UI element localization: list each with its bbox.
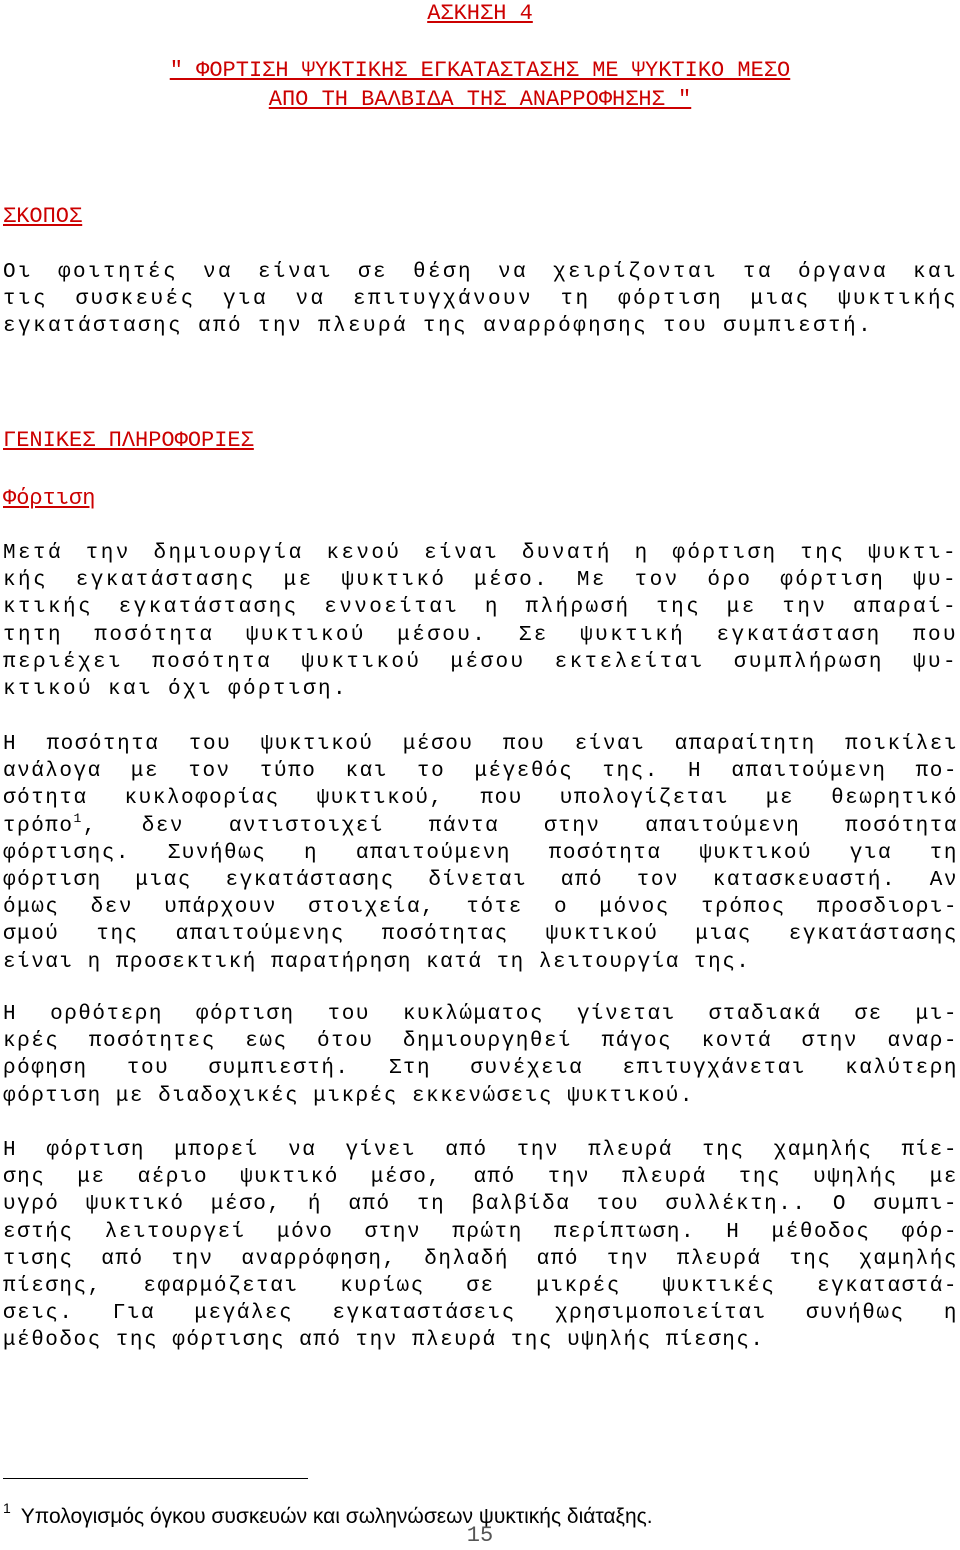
paragraph-1 <box>3 540 958 703</box>
text-line: σότητα κυκλοφορίας ψυκτικού, που υπολογίζεται με θεωρητικό <box>3 787 958 811</box>
paragraph-3 <box>3 1001 958 1110</box>
text-line: φόρτιση μιας εγκατάστασης δίνεται από τον κατασκευαστή. Αν <box>3 869 958 893</box>
exercise-number: ΑΣΚΗΣΗ 4 <box>427 1 533 26</box>
text-line: φόρτιση με διαδοχικές μικρές εκκενώσεις ψυκτικού. <box>3 1084 695 1108</box>
text-line: σης με αέριο ψυκτικό μέσο, από την πλευρά της υψηλής με <box>3 1166 958 1190</box>
reference-word: τρόπο <box>3 814 74 838</box>
charging-subheading: Φόρτιση <box>3 486 96 511</box>
title-line-1: " ΦΟΡΤΙΣΗ ΨΥΚΤΙΚΗΣ ΕΓΚΑΤΑΣΤΑΣΗΣ ΜΕ ΨΥΚΤΙΚΟ ΜΕΣΟ <box>169 58 791 83</box>
text-line: κτικής εγκατάστασης εννοείται η πλήρωσή της με την απαραί- <box>3 596 958 620</box>
reference-continuation: , δεν αντιστοιχεί πάντα στην απαιτούμενη ποσότητα <box>82 814 958 838</box>
title-line-2: ΑΠΟ ΤΗ ΒΑΛΒΙΔΑ ΤΗΣ ΑΝΑΡΡΟΦΗΣΗΣ " <box>268 87 692 112</box>
text-line: όμως δεν υπάρχουν στοιχεία, τότε ο μόνος τρόπος προσδιορι- <box>3 896 958 920</box>
text-line-with-reference <box>3 810 958 840</box>
footnote-text: Υπολογισμός όγκου συσκευών και σωληνώσεων ψυκτικής διάταξης. <box>20 1505 653 1528</box>
text-line: ρόφηση του συμπιεστή. Στη συνέχεια επιτυγχάνεται καλύτερη <box>3 1057 958 1081</box>
text-line: σμού της απαιτούμενης ποσότητας ψυκτικού μιας εγκατάστασης <box>3 923 958 947</box>
text-line: τις συσκευές για να επιτυγχάνουν τη φόρτιση μιας ψυκτικής <box>3 288 958 312</box>
page-number: 15 <box>466 1523 494 1548</box>
text-line: Η ποσότητα του ψυκτικού μέσου που είναι απαραίτητη ποικίλει <box>3 733 958 756</box>
scope-heading: ΣΚΟΠΟΣ <box>3 204 83 229</box>
text-line: Η ορθότερη φόρτιση του κυκλώματος γίνεται σταδιακά σε μι- <box>3 1003 958 1026</box>
text-line: Οι φοιτητές να είναι σε θέση να χειρίζονται τα όργανα και <box>3 261 958 284</box>
paragraph-4 <box>3 1137 958 1355</box>
text-line: τισης από την αναρρόφηση, δηλαδή από την πλευρά της χαμηλής <box>3 1247 958 1271</box>
text-line: κής εγκατάστασης με ψυκτικό μέσο. Με τον όρο φόρτιση ψυ- <box>3 569 958 593</box>
footnote-mark: 1 <box>3 1500 11 1516</box>
general-info-heading: ΓΕΝΙΚΕΣ ΠΛΗΡΟΦΟΡΙΕΣ <box>3 428 254 453</box>
text-line: κρές ποσότητες εως ότου δημιουργηθεί πάγος κοντά στην αναρ- <box>3 1030 958 1054</box>
text-line: Η φόρτιση μπορεί να γίνει από την πλευρά της χαμηλής πίε- <box>3 1139 958 1162</box>
text-line: εστής λειτουργεί μόνο στην πρώτη περίπτωση. Η μέθοδος φόρ- <box>3 1220 958 1244</box>
text-line: Μετά την δημιουργία κενού είναι δυνατή η φόρτιση της ψυκτι- <box>3 542 958 565</box>
footnote-divider <box>3 1478 308 1479</box>
text-line: πίεσης, εφαρμόζεται κυρίως σε μικρές ψυκτικές εγκαταστά- <box>3 1275 958 1299</box>
text-line: σεις. Για μεγάλες εγκαταστάσεις χρησιμοποιείται συνήθως η <box>3 1302 958 1326</box>
text-line: είναι η προσεκτική παρατήρηση κατά τη λειτουργία της. <box>3 950 751 974</box>
scope-paragraph <box>3 259 958 341</box>
footnote-reference-mark: 1 <box>73 810 83 826</box>
paragraph-2 <box>3 731 958 976</box>
text-line: τητη ποσότητα ψυκτικού μέσου. Σε ψυκτική εγκατάσταση που <box>3 623 958 647</box>
text-line: φόρτισης. Συνήθως η απαιτούμενη ποσότητα ψυκτικού για τη <box>3 841 958 865</box>
text-line: υγρό ψυκτικό μέσο, ή από τη βαλβίδα του συλλέκτη.. Ο συμπι- <box>3 1193 958 1217</box>
text-line: ανάλογα με τον τύπο και το μέγεθός της. Η απαιτούμενη πο- <box>3 760 958 784</box>
text-line: περιέχει ποσότητα ψυκτικού μέσου εκτελείται συμπλήρωση ψυ- <box>3 650 958 674</box>
text-line: κτικού και όχι φόρτιση. <box>3 678 349 702</box>
text-line: μέθοδος της φόρτισης από την πλευρά της υψηλής πίεσης. <box>3 1329 765 1353</box>
text-line: εγκατάστασης από την πλευρά της αναρρόφησης του συμπιεστή. <box>3 315 874 339</box>
